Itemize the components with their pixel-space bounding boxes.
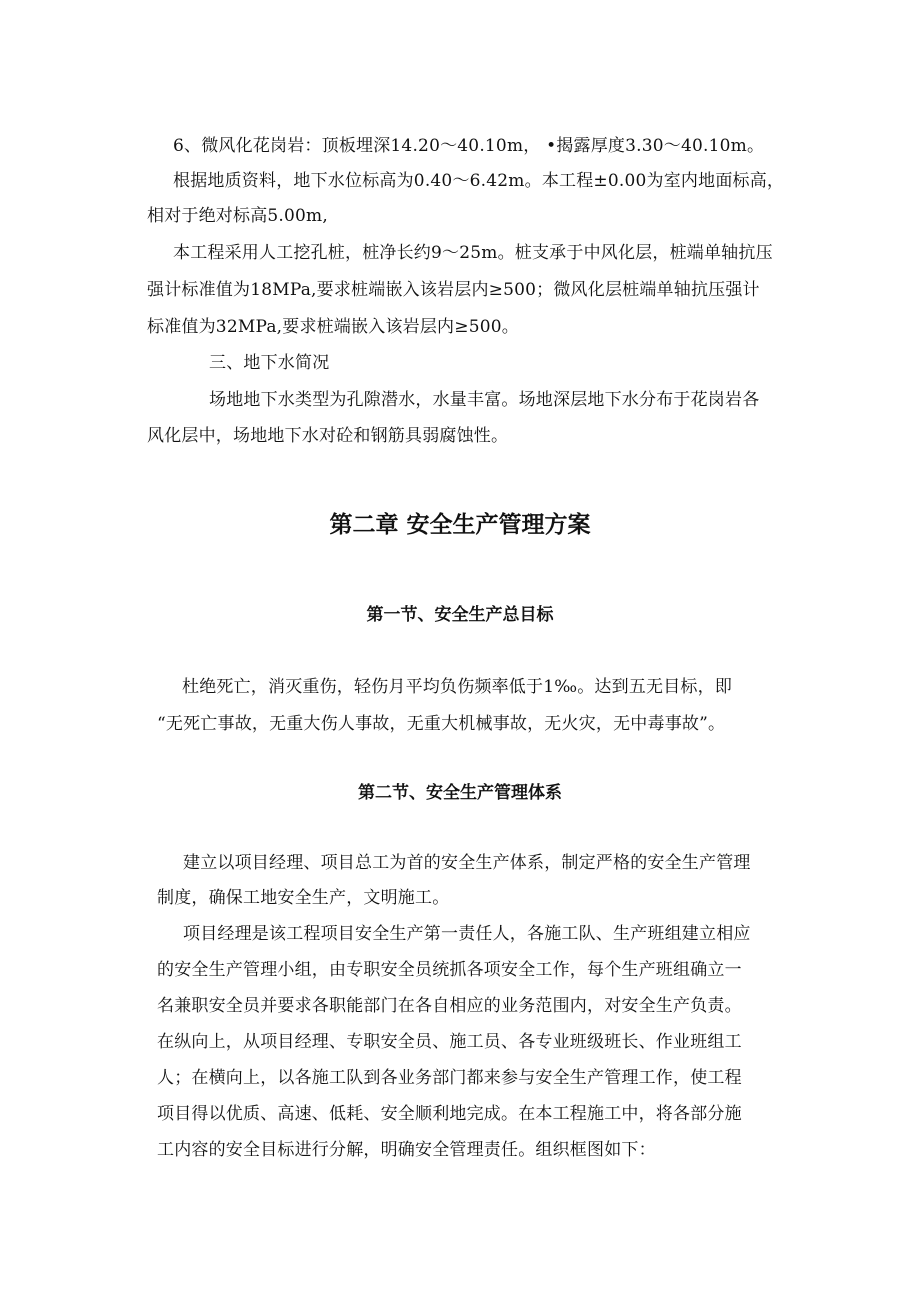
- geology-line-6: 标准值为32MPa,要求桩端嵌入该岩层内≥500。: [147, 317, 519, 337]
- chapter-title: 第二章 安全生产管理方案: [329, 512, 591, 538]
- section-2-line-8: 项目得以优质、高速、低耗、安全顺利地完成。在本工程施工中，将各部分施: [157, 1104, 742, 1124]
- groundwater-line-2: 风化层中，场地地下水对砼和钢筋具弱腐蚀性。: [147, 426, 509, 446]
- section-2-line-2: 制度，确保工地安全生产，文明施工。: [157, 888, 450, 908]
- section-2-line-6: 在纵向上，从项目经理、专职安全员、施工员、各专业班级班长、作业班组工: [157, 1032, 742, 1052]
- section-2-line-9: 工内容的安全目标进行分解，明确安全管理责任。组织框图如下：: [157, 1140, 656, 1160]
- groundwater-heading: 三、地下水简况: [209, 353, 330, 373]
- section-2-line-5: 名兼职安全员并要求各职能部门在各自相应的业务范围内，对安全生产负责。: [157, 996, 742, 1016]
- geology-line-5: 强计标准值为18MPa,要求桩端嵌入该岩层内≥500；微风化层桩端单轴抗压强计: [147, 280, 760, 300]
- section-2-line-3: 项目经理是该工程项目安全生产第一责任人，各施工队、生产班组建立相应: [183, 924, 751, 944]
- groundwater-line-1: 场地地下水类型为孔隙潜水，水量丰富。场地深层地下水分布于花岗岩各: [209, 390, 760, 410]
- geology-line-1: 6、微风化花岗岩：顶板埋深14.20～40.10m， •揭露厚度3.30～40.10m。: [173, 136, 765, 156]
- section-1-title: 第一节、安全生产总目标: [366, 605, 554, 625]
- geology-line-3: 相对于绝对标高5.00m,: [147, 206, 328, 226]
- section-1-line-1: 杜绝死亡，消灭重伤，轻伤月平均负伤频率低于1‰。达到五无目标，即: [182, 677, 733, 697]
- section-2-line-7: 人；在横向上，以各施工队到各业务部门都来参与安全生产管理工作，使工程: [157, 1068, 742, 1088]
- geology-line-2: 根据地质资料，地下水位标高为0.40～6.42m。本工程±0.00为室内地面标高，: [173, 171, 785, 191]
- section-2-title: 第二节、安全生产管理体系: [358, 783, 562, 803]
- section-1-line-2: “无死亡事故，无重大伤人事故，无重大机械事故，无火灾，无中毒事故”。: [157, 714, 726, 734]
- section-2-line-1: 建立以项目经理、项目总工为首的安全生产体系，制定严格的安全生产管理: [183, 853, 751, 873]
- section-2-line-4: 的安全生产管理小组，由专职安全员统抓各项安全工作，每个生产班组确立一: [157, 960, 742, 980]
- geology-line-4: 本工程采用人工挖孔桩，桩净长约9～25m。桩支承于中风化层，桩端单轴抗压: [173, 243, 773, 263]
